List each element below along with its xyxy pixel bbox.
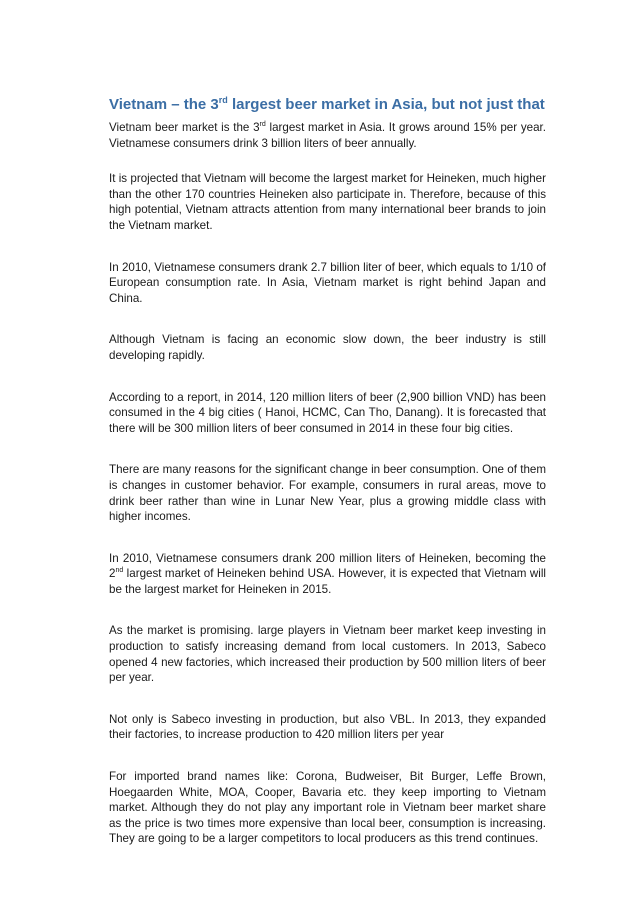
title-superscript: rd	[218, 95, 228, 105]
paragraph-1-text-b: largest market in Asia. It grows around 15% per year. Vietnamese consumers drink 3 billion liters of beer annually.	[109, 121, 546, 150]
paragraph-10: For imported brand names like: Corona, Budweiser, Bit Burger, Leffe Brown, Hoegaarden White, MOA, Cooper, Bavaria etc. they keep importing to Vietnam market. Although they do not play any important role in Vietnam beer market share as the price is two times more expensive than local beer, consumption is increasing. They are going to be a larger competitors to local producers as this trend continues.	[109, 770, 546, 846]
paragraph-1-superscript: rd	[259, 121, 266, 128]
paragraph-7	[109, 551, 546, 598]
paragraph-4: Although Vietnam is facing an economic slow down, the beer industry is still developing rapidly.	[109, 333, 546, 362]
paragraph-7-text-a: In 2010, Vietnamese consumers drank 200 million liters of Heineken, becoming the 2	[109, 551, 546, 581]
title-suffix: largest beer market in Asia, but not just that	[227, 96, 545, 113]
paragraph-5: According to a report, in 2014, 120 million liters of beer (2,900 billion VND) has been consumed in the 4 big cities ( Hanoi, HCMC, Can Tho, Danang). It is forecasted that there will be 300 million liters of beer consumed in 2014 in these four big cities.	[109, 390, 546, 435]
paragraph-7-text-b: largest market of Heineken behind USA. However, it is expected that Vietnam will be the largest market for Heineken in 2015.	[109, 567, 546, 596]
paragraph-1-text-a: Vietnam beer market is the 3	[109, 121, 260, 134]
paragraph-9: Not only is Sabeco investing in production, but also VBL. In 2013, they expanded their factories, to increase production to 420 million liters per year	[109, 712, 546, 742]
paragraph-6: There are many reasons for the significant change in beer consumption. One of them is changes in customer behavior. For example, consumers in rural areas, move to drink beer rather than wine in Lunar New Year, plus a growing middle class with higher incomes.	[109, 463, 546, 524]
article-title	[109, 96, 546, 114]
paragraph-1	[109, 120, 546, 151]
paragraph-8: As the market is promising. large players in Vietnam beer market keep investing in production to satisfy increasing demand from local customers. In 2013, Sabeco opened 4 new factories, which increased their production by 500 million liters of beer per year.	[109, 624, 546, 685]
title-prefix: Vietnam – the 3	[109, 96, 219, 113]
paragraph-2: It is projected that Vietnam will become the largest market for Heineken, much higher than the other 170 countries Heineken also participate in. Therefore, because of this high potential, Vietnam attracts attention from many international beer brands to join the Vietnam market.	[109, 172, 546, 232]
paragraph-3: In 2010, Vietnamese consumers drank 2.7 billion liter of beer, which equals to 1/10 of European consumption rate. In Asia, Vietnam market is right behind Japan and China.	[109, 260, 546, 305]
article-body	[109, 96, 546, 873]
paragraph-7-superscript: nd	[115, 567, 124, 575]
